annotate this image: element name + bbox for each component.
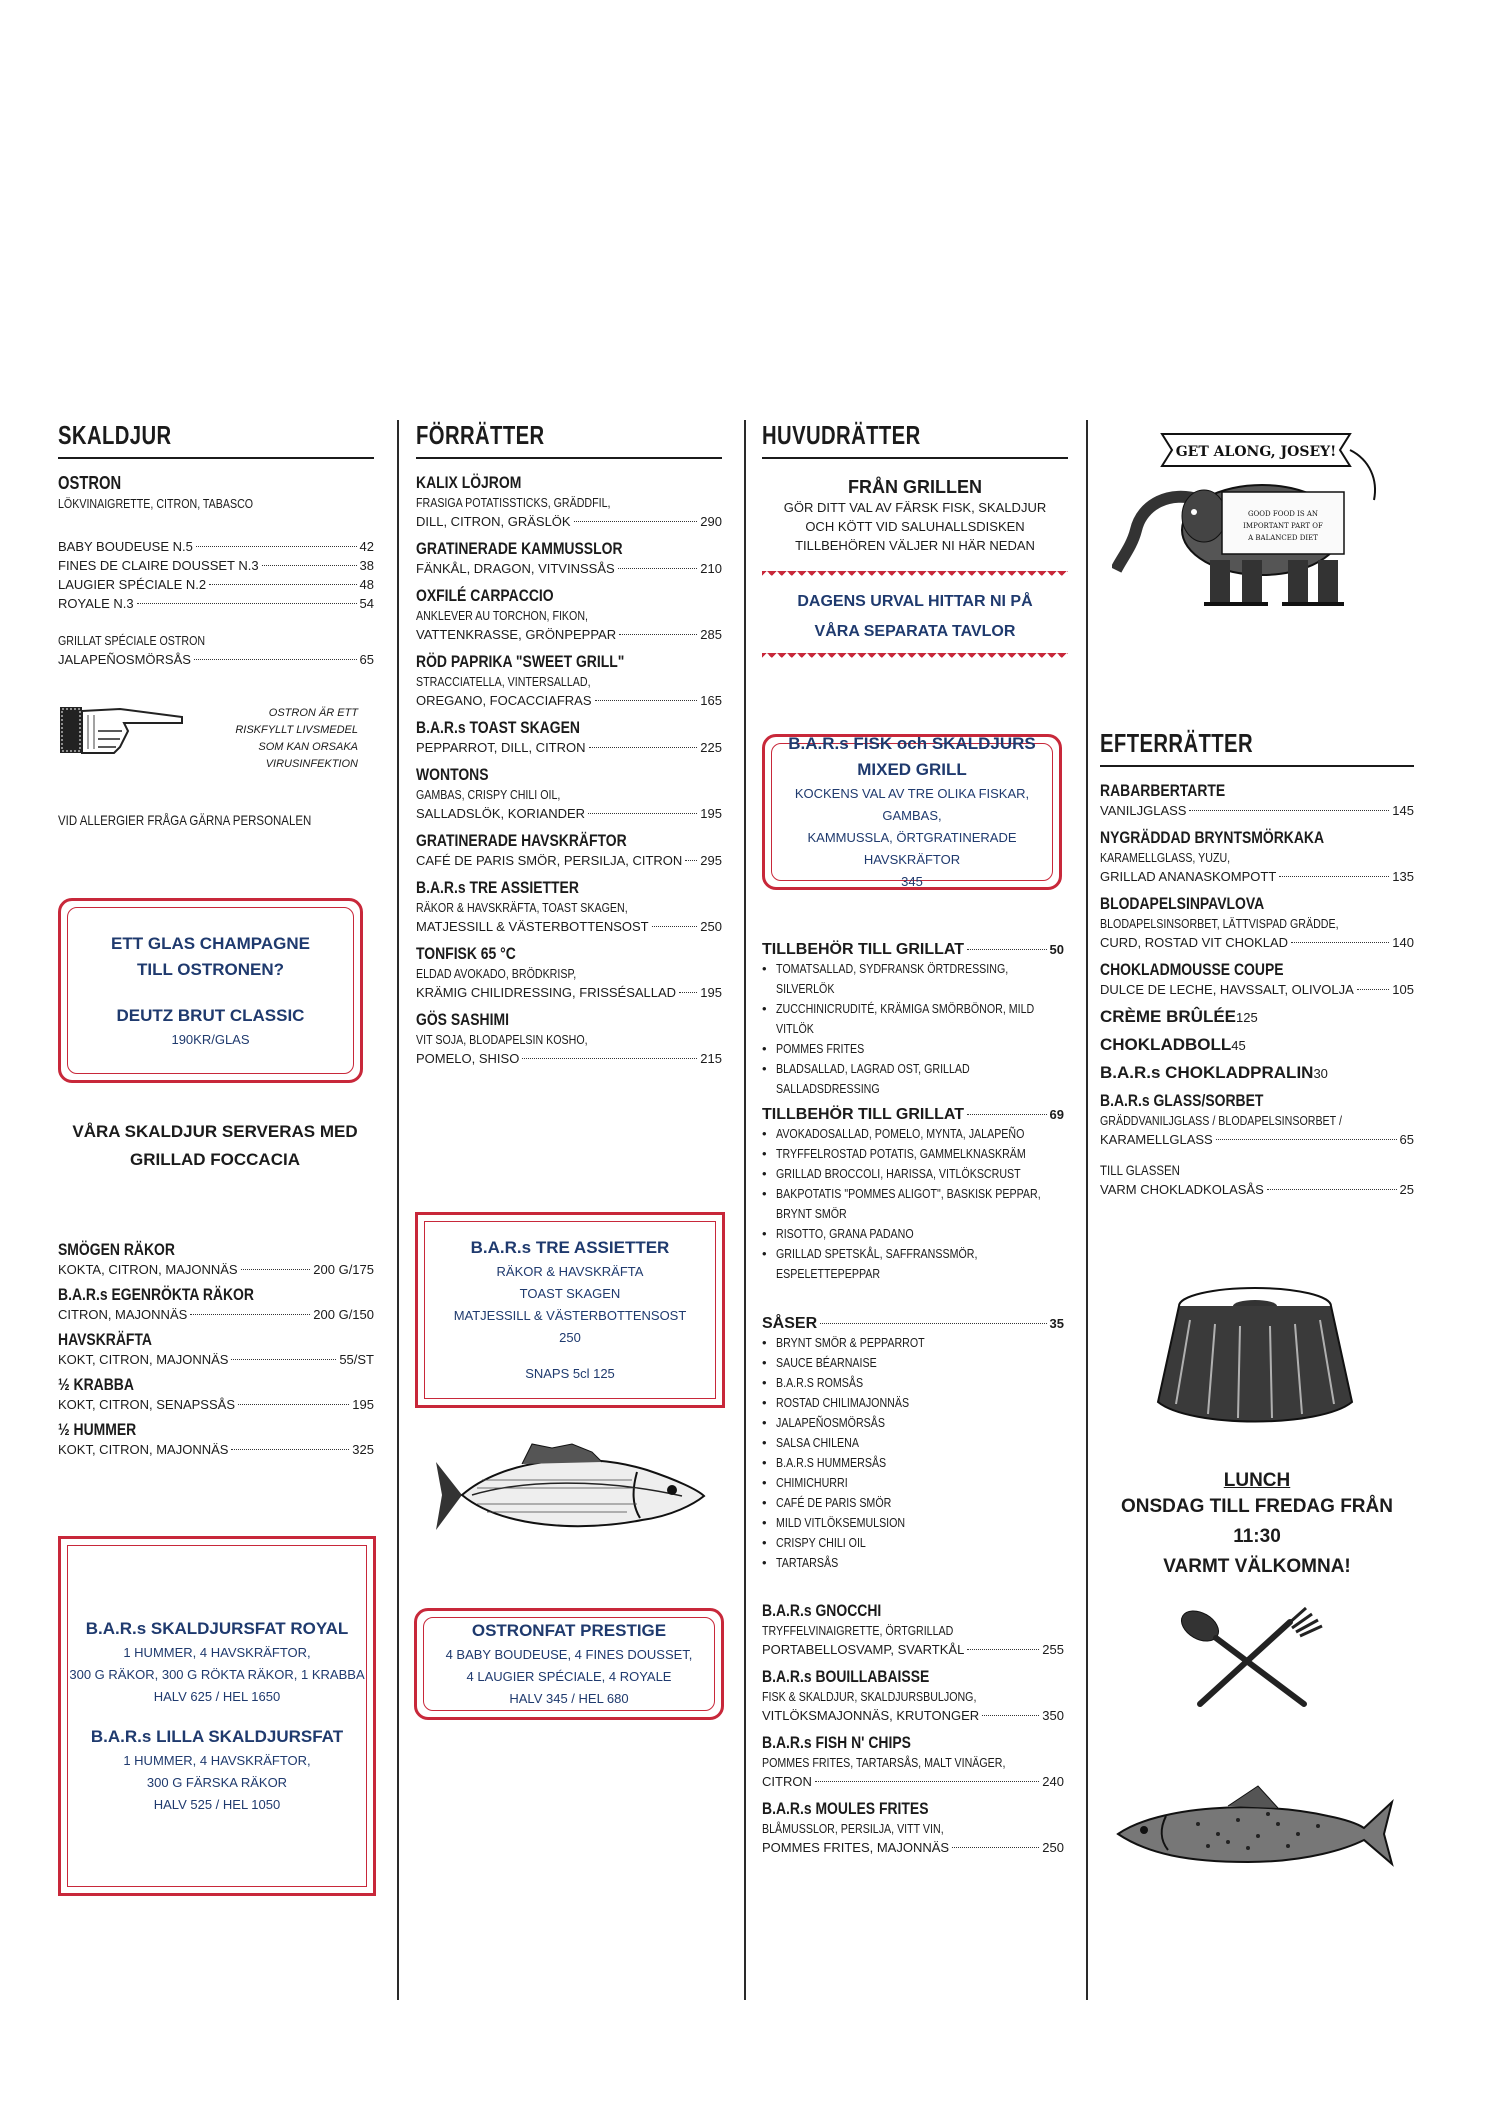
- lunch-hours: ONSDAG TILL FREDAG FRÅN 11:30: [1121, 1496, 1393, 1547]
- grillat-ostron-row: JALAPEÑOSMÖRSÅS 65: [58, 652, 374, 667]
- huvudratter-sides: [762, 940, 1064, 1857]
- column-divider: [744, 420, 746, 2000]
- menu-item-name: GRATINERADE KAMMUSSLOR: [416, 539, 623, 558]
- menu-item: [416, 539, 722, 578]
- menu-item-price-row: POMMES FRITES, MAJONNÄS 250: [762, 1840, 1064, 1855]
- menu-item-desc: RÄKOR & HAVSKRÄFTA, TOAST SKAGEN,: [416, 900, 628, 915]
- menu-item-price-row: PORTABELLOSVAMP, SVARTKÅL 255: [762, 1642, 1064, 1657]
- list-item: • CAFÉ DE PARIS SMÖR: [762, 1493, 1064, 1513]
- menu-item: [58, 1330, 374, 1369]
- price: 200 G/150: [313, 1307, 374, 1322]
- section-title-huvudratter: HUVUDRÄTTER: [762, 420, 921, 450]
- price: 65: [359, 652, 374, 667]
- prestige-title: OSTRONFAT PRESTIGE: [471, 1621, 667, 1640]
- lunch-title: LUNCH: [1223, 1470, 1291, 1491]
- price: 145: [1392, 803, 1414, 818]
- menu-item-price-row: PEPPARROT, DILL, CITRON 225: [416, 740, 722, 755]
- list-item: • TOMATSALLAD, SYDFRANSK ÖRTDRESSING, SILVERLÖK: [762, 959, 1064, 999]
- skaldjur-column: [58, 420, 374, 830]
- section-title-efterratter: EFTERRÄTTER: [1100, 728, 1254, 758]
- menu-item-name: RÖD PAPRIKA "SWEET GRILL": [416, 652, 625, 671]
- price: 105: [1392, 982, 1414, 997]
- svg-text:A BALANCED DIET: A BALANCED DIET: [1248, 534, 1318, 542]
- menu-item-price-row: DULCE DE LECHE, HAVSSALT, OLIVOLJA 105: [1100, 982, 1414, 997]
- lunch-block: [1100, 1470, 1414, 1582]
- prestige-price: HALV 345 / HEL 680: [509, 1691, 629, 1706]
- menu-item: [416, 718, 722, 757]
- menu-item-price-row: KOKT, CITRON, MAJONNÄS 325: [58, 1442, 374, 1457]
- menu-item-price-row: CURD, ROSTAD VIT CHOKLAD 140: [1100, 935, 1414, 950]
- price: 350: [1042, 1708, 1064, 1723]
- menu-item-name: CHOKLADBOLL 45: [1100, 1035, 1246, 1054]
- mixed-grill-box: [762, 734, 1062, 890]
- menu-item-desc: ELDAD AVOKADO, BRÖDKRISP,: [416, 966, 577, 981]
- menu-item: [416, 473, 722, 531]
- menu-item-name: ½ HUMMER: [58, 1420, 137, 1439]
- section-title-skaldjur: SKALDJUR: [58, 420, 172, 450]
- price: 255: [1042, 1642, 1064, 1657]
- tillbehor-69-row: TILLBEHÖR TILL GRILLAT 69: [762, 1106, 1064, 1123]
- menu-item: [1100, 1063, 1414, 1083]
- list-item: • ROSTAD CHILIMAJONNÄS: [762, 1393, 1064, 1413]
- tre-assietter-price: 250: [559, 1330, 581, 1345]
- menu-item: [416, 652, 722, 710]
- menu-item: [1100, 1091, 1414, 1149]
- saser-list: [762, 1333, 1064, 1573]
- fat-royal-price: HALV 625 / HEL 1650: [153, 1689, 281, 1704]
- list-item: • BAKPOTATIS "POMMES ALIGOT", BASKISK PEPPAR, BRYNT SMÖR: [762, 1184, 1064, 1224]
- menu-item-desc: KARAMELLGLASS, YUZU,: [1100, 850, 1231, 865]
- prestige-desc: 4 BABY BOUDEUSE, 4 FINES DOUSSET,: [445, 1647, 693, 1662]
- till-glassen-row: VARM CHOKLADKOLASÅS 25: [1100, 1182, 1414, 1197]
- fat-lilla-desc: 1 HUMMER, 4 HAVSKRÄFTOR,: [123, 1753, 311, 1768]
- tre-assietter-desc: TOAST SKAGEN: [519, 1286, 621, 1301]
- tre-assietter-desc: MATJESSILL & VÄSTERBOTTENSOST: [453, 1308, 687, 1323]
- elephant-banner-text: GET ALONG, JOSEY!: [1175, 444, 1337, 460]
- fat-lilla-desc: 300 G FÄRSKA RÄKOR: [146, 1775, 288, 1790]
- menu-item: [762, 1733, 1064, 1791]
- price: 38: [359, 558, 374, 573]
- column-divider: [1086, 420, 1088, 2000]
- price: 225: [700, 740, 722, 755]
- menu-item: [416, 831, 722, 870]
- price: 295: [700, 853, 722, 868]
- list-item: • BLADSALLAD, LAGRAD OST, GRILLAD SALLADSDRESSING: [762, 1059, 1064, 1099]
- price: 55/ST: [339, 1352, 374, 1367]
- price: 200 G/175: [313, 1262, 374, 1277]
- menu-item-price-row: OREGANO, FOCACCIAFRAS 165: [416, 693, 722, 708]
- ostronfat-prestige-box: [414, 1608, 724, 1720]
- dagens-urval: DAGENS URVAL HITTAR NI PÅ VÅRA SEPARATA TAVLOR: [797, 593, 1033, 640]
- menu-item-name: SMÖGEN RÄKOR: [58, 1240, 175, 1259]
- efterratter-column: [1100, 728, 1414, 1199]
- list-item: • MILD VITLÖKSEMULSION: [762, 1513, 1064, 1533]
- menu-item: [1100, 781, 1414, 820]
- list-item: • TARTARSÅS: [762, 1553, 1064, 1573]
- menu-item-price-row: CAFÉ DE PARIS SMÖR, PERSILJA, CITRON 295: [416, 853, 722, 868]
- mixed-grill-desc: KAMMUSSLA, ÖRTGRATINERADE HAVSKRÄFTOR: [807, 830, 1017, 867]
- trout-illustration-icon: [1108, 1776, 1398, 1886]
- fat-royal-desc: 300 G RÄKOR, 300 G RÖKTA RÄKOR, 1 KRABBA: [69, 1667, 365, 1682]
- menu-item-price-row: KRÄMIG CHILIDRESSING, FRISSÉSALLAD 195: [416, 985, 722, 1000]
- menu-item-name: RABARBERTARTE: [1100, 781, 1226, 800]
- menu-item-desc: GRÄDDVANILJGLASS / BLODAPELSINSORBET /: [1100, 1113, 1342, 1128]
- menu-item-name: B.A.R.s EGENRÖKTA RÄKOR: [58, 1285, 254, 1304]
- list-item: • B.A.R.S HUMMERSÅS: [762, 1453, 1064, 1473]
- list-item: • TRYFFELROSTAD POTATIS, GAMMELKNASKRÄM: [762, 1144, 1064, 1164]
- menu-item-price-row: KOKT, CITRON, SENAPSSÅS 195: [58, 1397, 374, 1412]
- mixed-grill-sub: MIXED GRILL: [857, 760, 967, 779]
- menu-item-price-row: VATTENKRASSE, GRÖNPEPPAR 285: [416, 627, 722, 642]
- price: 140: [1392, 935, 1414, 950]
- price: 210: [700, 561, 722, 576]
- price: 48: [359, 577, 374, 592]
- tillbehor-50-list: [762, 959, 1064, 1099]
- serveras-note: VÅRA SKALDJUR SERVERAS MED GRILLAD FOCCACIA: [72, 1122, 358, 1169]
- forratter-items: [416, 473, 722, 1068]
- price: 195: [700, 806, 722, 821]
- menu-item-price-row: DILL, CITRON, GRÄSLÖK 290: [416, 514, 722, 529]
- price: 135: [1392, 869, 1414, 884]
- price: 195: [352, 1397, 374, 1412]
- tre-assietter-box: [415, 1212, 725, 1408]
- elephant-illustration-icon: [1112, 420, 1392, 620]
- bundt-cake-illustration-icon: [1150, 1280, 1360, 1440]
- mixed-grill-title: B.A.R.s FISK och SKALDJURS: [788, 734, 1036, 753]
- menu-item-price-row: KOKT, CITRON, MAJONNÄS 55/ST: [58, 1352, 374, 1367]
- menu-item-name: B.A.R.s GNOCCHI: [762, 1601, 882, 1620]
- fat-royal-desc: 1 HUMMER, 4 HAVSKRÄFTOR,: [123, 1645, 311, 1660]
- huvudratter-column: [762, 420, 1068, 663]
- menu-item-name: KALIX LÖJROM: [416, 473, 522, 492]
- menu-item-desc: GAMBAS, CRISPY CHILI OIL,: [416, 787, 561, 802]
- menu-item: [58, 1375, 374, 1414]
- price: 195: [700, 985, 722, 1000]
- grill-desc: TILLBEHÖREN VÄLJER NI HÄR NEDAN: [795, 538, 1035, 553]
- menu-item-price-row: SALLADSLÖK, KORIANDER 195: [416, 806, 722, 821]
- till-glassen-title: TILL GLASSEN: [1100, 1162, 1180, 1178]
- menu-item: [1100, 960, 1414, 999]
- saser-row: SÅSER 35: [762, 1315, 1064, 1332]
- list-item: • CRISPY CHILI OIL: [762, 1533, 1064, 1553]
- grillat-ostron-name: GRILLAT SPÉCIALE OSTRON: [58, 633, 206, 648]
- grill-title: FRÅN GRILLEN: [848, 477, 982, 497]
- menu-item: [416, 586, 722, 644]
- menu-item-desc: POMMES FRITES, TARTARSÅS, MALT VINÄGER,: [762, 1755, 1006, 1770]
- fat-lilla-title: B.A.R.s LILLA SKALDJURSFAT: [90, 1727, 344, 1746]
- menu-item-name: CRÈME BRÛLÉE 125: [1100, 1007, 1258, 1026]
- menu-item-name: TONFISK 65 °C: [416, 944, 516, 963]
- menu-item: [762, 1799, 1064, 1857]
- menu-item-name: B.A.R.s BOUILLABAISSE: [762, 1667, 930, 1686]
- skaldjur-items: [58, 1236, 374, 1465]
- list-item: • SALSA CHILENA: [762, 1433, 1064, 1453]
- menu-item-name: WONTONS: [416, 765, 489, 784]
- price: 30: [1313, 1066, 1328, 1081]
- menu-item: [416, 1010, 722, 1068]
- forratter-column: [416, 420, 722, 1070]
- price: 54: [359, 596, 374, 611]
- zigzag-divider: [762, 653, 1068, 663]
- price: 325: [352, 1442, 374, 1457]
- menu-item-desc: ANKLEVER AU TORCHON, FIKON,: [416, 608, 588, 623]
- price: 165: [700, 693, 722, 708]
- list-item: • GRILLAD SPETSKÅL, SAFFRANSSMÖR, ESPELETTEPEPPAR: [762, 1244, 1064, 1284]
- svg-text:GOOD FOOD IS AN: GOOD FOOD IS AN: [1247, 510, 1319, 518]
- list-item: • RISOTTO, GRANA PADANO: [762, 1224, 1064, 1244]
- menu-item-name: B.A.R.s CHOKLADPRALIN 30: [1100, 1063, 1328, 1082]
- menu-item-price-row: GRILLAD ANANASKOMPOTT 135: [1100, 869, 1414, 884]
- menu-item-name: GÖS SASHIMI: [416, 1010, 509, 1029]
- grill-desc: OCH KÖTT VID SALUHALLSDISKEN: [805, 519, 1025, 534]
- tre-assietter-title: B.A.R.s TRE ASSIETTER: [470, 1238, 670, 1257]
- price: 65: [1399, 1132, 1414, 1147]
- menu-item: [416, 765, 722, 823]
- mixed-grill-price: 345: [901, 874, 923, 889]
- list-item: • ZUCCHINICRUDITÉ, KRÄMIGA SMÖRBÖNOR, MILD VITLÖK: [762, 999, 1064, 1039]
- price: 215: [700, 1051, 722, 1066]
- menu-item: [416, 878, 722, 936]
- list-item: • BRYNT SMÖR & PEPPARROT: [762, 1333, 1064, 1353]
- fat-royal-title: B.A.R.s SKALDJURSFAT ROYAL: [85, 1619, 349, 1638]
- price: 250: [1042, 1840, 1064, 1855]
- menu-item-price-row: POMELO, SHISO 215: [416, 1051, 722, 1066]
- tillbehor-69-list: [762, 1124, 1064, 1284]
- ostron-title: OSTRON: [58, 473, 122, 493]
- skaldjursfat-box: [58, 1536, 376, 1896]
- main-courses: [762, 1601, 1064, 1857]
- list-item: • AVOKADOSALLAD, POMELO, MYNTA, JALAPEÑO: [762, 1124, 1064, 1144]
- menu-item-desc: FISK & SKALDJUR, SKALDJURSBULJONG,: [762, 1689, 977, 1704]
- menu-item: [58, 1285, 374, 1324]
- price: 285: [700, 627, 722, 642]
- champagne-price: 190KR/GLAS: [171, 1031, 250, 1047]
- menu-item: [416, 944, 722, 1002]
- ostron-row: LAUGIER SPÉCIALE N.2 48: [58, 577, 374, 592]
- list-item: • POMMES FRITES: [762, 1039, 1064, 1059]
- menu-item-name: OXFILÉ CARPACCIO: [416, 586, 554, 605]
- mixed-grill-desc: KOCKENS VAL AV TRE OLIKA FISKAR, GAMBAS,: [794, 786, 1030, 823]
- menu-item: [58, 1420, 374, 1459]
- menu-item-name: NYGRÄDDAD BRYNTSMÖRKAKA: [1100, 828, 1325, 847]
- price: 45: [1231, 1038, 1246, 1053]
- menu-item-name: ½ KRABBA: [58, 1375, 134, 1394]
- menu-item-price-row: MATJESSILL & VÄSTERBOTTENSOST 250: [416, 919, 722, 934]
- menu-item: [1100, 894, 1414, 952]
- price: 240: [1042, 1774, 1064, 1789]
- list-item: • GRILLAD BROCCOLI, HARISSA, VITLÖKSCRUST: [762, 1164, 1064, 1184]
- menu-item: [58, 1240, 374, 1279]
- efterratter-items: [1100, 781, 1414, 1149]
- menu-item-name: B.A.R.s MOULES FRITES: [762, 1799, 929, 1818]
- menu-item: [1100, 1035, 1414, 1055]
- menu-item-desc: BLODAPELSINSORBET, LÄTTVISPAD GRÄDDE,: [1100, 916, 1339, 931]
- menu-item-desc: BLÅMUSSLOR, PERSILJA, VITT VIN,: [762, 1821, 944, 1836]
- menu-item-desc: TRYFFELVINAIGRETTE, ÖRTGRILLAD: [762, 1623, 954, 1638]
- menu-item-price-row: VANILJGLASS 145: [1100, 803, 1414, 818]
- menu-item-name: B.A.R.s GLASS/SORBET: [1100, 1091, 1264, 1110]
- ostron-row: BABY BOUDEUSE N.5 42: [58, 539, 374, 554]
- champagne-name: DEUTZ BRUT CLASSIC: [116, 1005, 305, 1025]
- fish-illustration-icon: [432, 1440, 712, 1550]
- tre-assietter-desc: RÄKOR & HAVSKRÄFTA: [496, 1264, 644, 1279]
- menu-item-desc: VIT SOJA, BLODAPELSIN KOSHO,: [416, 1032, 588, 1047]
- pointing-hand-icon: [58, 697, 188, 767]
- price: 125: [1236, 1010, 1258, 1025]
- price: 290: [700, 514, 722, 529]
- grill-desc: GÖR DITT VAL AV FÄRSK FISK, SKALDJUR: [783, 500, 1047, 515]
- menu-item: [1100, 1007, 1414, 1027]
- price: 250: [700, 919, 722, 934]
- spoon-fork-illustration-icon: [1170, 1600, 1330, 1720]
- list-item: • CHIMICHURRI: [762, 1473, 1064, 1493]
- menu-item-name: B.A.R.s TRE ASSIETTER: [416, 878, 579, 897]
- lunch-welcome: VARMT VÄLKOMNA!: [1163, 1556, 1351, 1577]
- ostron-list: [58, 537, 374, 613]
- ostron-desc: LÖKVINAIGRETTE, CITRON, TABASCO: [58, 496, 254, 511]
- ostron-row: ROYALE N.3 54: [58, 596, 374, 611]
- svg-text:IMPORTANT PART OF: IMPORTANT PART OF: [1243, 522, 1323, 530]
- list-item: • JALAPEÑOSMÖRSÅS: [762, 1413, 1064, 1433]
- column-divider: [397, 420, 399, 2000]
- prestige-desc: 4 LAUGIER SPÉCIALE, 4 ROYALE: [466, 1669, 672, 1684]
- menu-item: [762, 1601, 1064, 1659]
- menu-item-price-row: CITRON 240: [762, 1774, 1064, 1789]
- menu-item-desc: STRACCIATELLA, VINTERSALLAD,: [416, 674, 591, 689]
- tillbehor-50-row: TILLBEHÖR TILL GRILLAT 50: [762, 941, 1064, 958]
- price: 42: [359, 539, 374, 554]
- menu-item-name: B.A.R.s TOAST SKAGEN: [416, 718, 580, 737]
- snaps-price: SNAPS 5cl 125: [525, 1366, 615, 1381]
- champagne-box: [58, 898, 363, 1083]
- menu-item-name: HAVSKRÄFTA: [58, 1330, 152, 1349]
- menu-item-desc: FRASIGA POTATISSTICKS, GRÄDDFIL,: [416, 495, 611, 510]
- champagne-title: ETT GLAS CHAMPAGNE TILL OSTRONEN?: [111, 933, 310, 979]
- virus-warning: OSTRON ÄR ETT RISKFYLLT LIVSMEDEL SOM KAN ORSAKA VIRUSINFEKTION: [235, 707, 358, 770]
- menu-item-price-row: KOKTA, CITRON, MAJONNÄS 200 G/175: [58, 1262, 374, 1277]
- ostron-row: FINES DE CLAIRE DOUSSET N.3 38: [58, 558, 374, 573]
- menu-item: [1100, 828, 1414, 886]
- menu-item: [762, 1667, 1064, 1725]
- list-item: • B.A.R.S ROMSÅS: [762, 1373, 1064, 1393]
- list-item: • SAUCE BÉARNAISE: [762, 1353, 1064, 1373]
- menu-item-name: GRATINERADE HAVSKRÄFTOR: [416, 831, 627, 850]
- menu-item-price-row: VITLÖKSMAJONNÄS, KRUTONGER 350: [762, 1708, 1064, 1723]
- menu-item-name: CHOKLADMOUSSE COUPE: [1100, 960, 1284, 979]
- menu-item-price-row: CITRON, MAJONNÄS 200 G/150: [58, 1307, 374, 1322]
- menu-item-name: BLODAPELSINPAVLOVA: [1100, 894, 1265, 913]
- fat-lilla-price: HALV 525 / HEL 1050: [153, 1797, 281, 1812]
- zigzag-divider: [762, 571, 1068, 581]
- section-title-forratter: FÖRRÄTTER: [416, 420, 545, 450]
- allergy-note: VID ALLERGIER FRÅGA GÄRNA PERSONALEN: [58, 812, 312, 828]
- menu-item-price-row: FÄNKÅL, DRAGON, VITVINSSÅS 210: [416, 561, 722, 576]
- menu-item-price-row: KARAMELLGLASS 65: [1100, 1132, 1414, 1147]
- menu-item-name: B.A.R.s FISH N' CHIPS: [762, 1733, 911, 1752]
